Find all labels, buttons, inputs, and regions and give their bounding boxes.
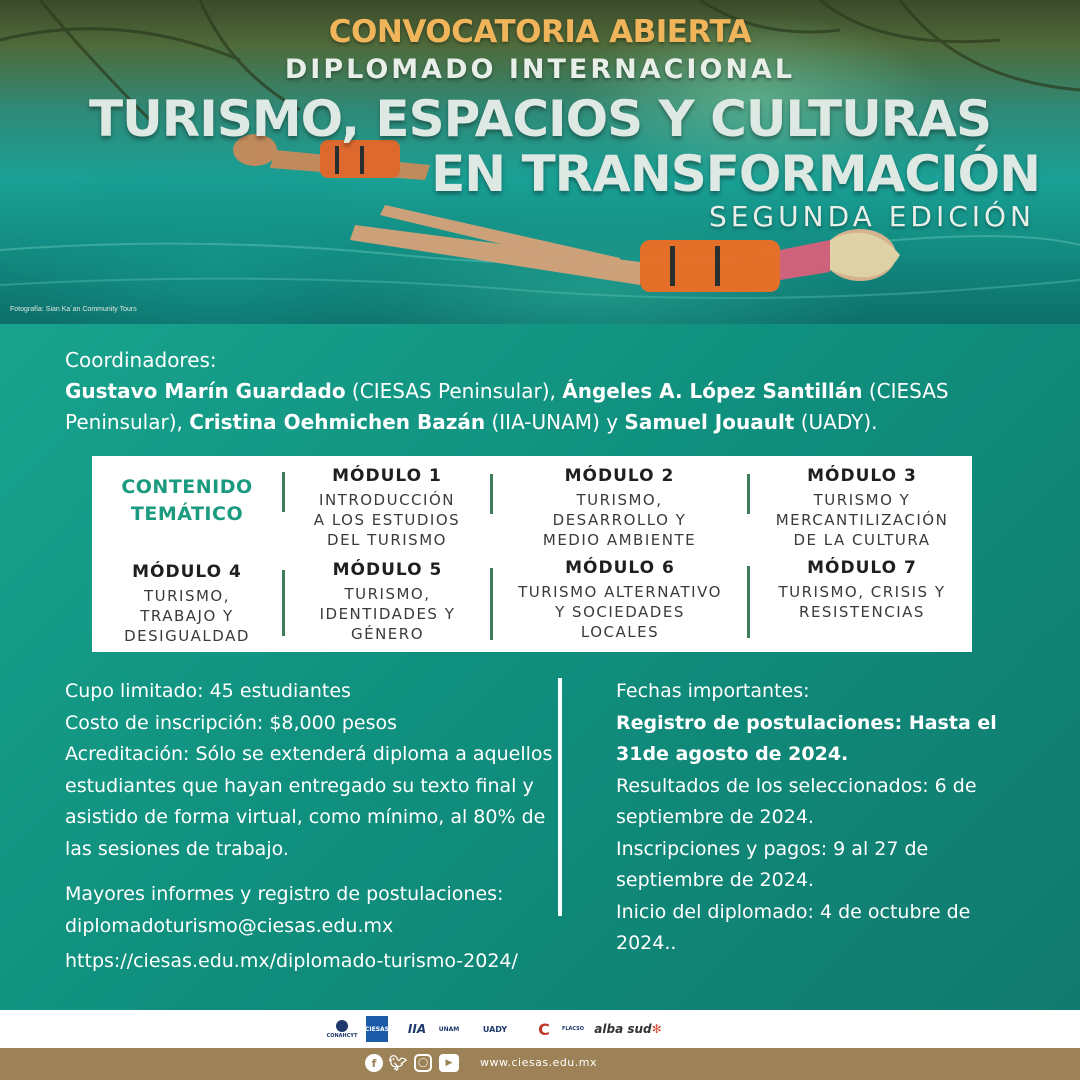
module-title: MÓDULO 4 bbox=[132, 562, 242, 582]
alba-sud-logo: alba sud ✻ bbox=[594, 1022, 662, 1036]
module-line: TURISMO, bbox=[143, 587, 231, 605]
conahcyt-emblem bbox=[335, 1019, 349, 1033]
info-text: Mayores informes y registro de postulaciones: bbox=[65, 883, 504, 905]
column-divider bbox=[558, 678, 562, 916]
divider bbox=[747, 566, 750, 638]
coordinators-label: Coordinadores: bbox=[65, 348, 217, 372]
coordinators bbox=[65, 345, 1025, 438]
module-line: TRABAJO Y bbox=[140, 607, 234, 625]
logo-label: UNAM bbox=[438, 1025, 460, 1033]
module-description bbox=[757, 490, 967, 550]
module-2 bbox=[502, 466, 737, 550]
divider bbox=[747, 474, 750, 514]
module-title: MÓDULO 3 bbox=[807, 466, 917, 486]
module-title: MÓDULO 1 bbox=[332, 466, 442, 486]
module-line: A LOS ESTUDIOS bbox=[313, 511, 461, 529]
module-line: TURISMO, CRISIS Y bbox=[778, 583, 946, 601]
module-description bbox=[102, 586, 272, 646]
module-line: RESISTENCIAS bbox=[799, 603, 925, 621]
coordinator-affiliation: (UADY). bbox=[794, 410, 878, 434]
details-column bbox=[65, 676, 555, 978]
logo-label: FLACSO bbox=[561, 1026, 585, 1032]
c-logo bbox=[532, 1016, 556, 1042]
module-line: LOCALES bbox=[580, 623, 660, 641]
logo-label: alba sud bbox=[594, 1022, 652, 1036]
module-line: MEDIO AMBIENTE bbox=[542, 531, 697, 549]
twitter-icon[interactable]: 🐦︎ bbox=[388, 1054, 408, 1072]
youtube-icon[interactable]: ▶ bbox=[439, 1054, 459, 1072]
module-line: GÉNERO bbox=[350, 625, 425, 643]
ciesas-logo bbox=[366, 1016, 388, 1042]
module-line: TURISMO, bbox=[576, 491, 663, 509]
title-line-2: EN TRANSFORMACIÓN bbox=[431, 145, 1040, 203]
logo-label: IIA bbox=[407, 1022, 427, 1036]
module-3 bbox=[757, 466, 967, 550]
module-description bbox=[295, 584, 480, 644]
module-line: TURISMO, bbox=[344, 585, 431, 603]
uady-logo bbox=[470, 1016, 520, 1042]
start-date: Inicio del diplomado: 4 de octubre de 2024.. bbox=[616, 900, 971, 954]
iia-logo bbox=[404, 1016, 430, 1042]
unam-logo bbox=[438, 1016, 460, 1042]
module-7 bbox=[757, 558, 967, 622]
module-4 bbox=[102, 562, 272, 646]
accreditation-text: Acreditación: Sólo se extenderá diploma a aquellos estudiantes que hayan entregado su texto final y asistido de forma virtual, como mínimo, al 80% de las sesiones de trabajo. bbox=[65, 743, 553, 860]
coordinator-name: Cristina Oehmichen Bazán bbox=[189, 410, 486, 434]
modules-table bbox=[92, 456, 972, 652]
module-line: TURISMO Y bbox=[813, 491, 911, 509]
photo-credit: Fotografía: Sian Ka´an Community Tours bbox=[10, 306, 137, 313]
divider bbox=[490, 474, 493, 514]
module-description bbox=[500, 582, 740, 642]
module-line: IDENTIDADES Y bbox=[319, 605, 456, 623]
module-line: DESIGUALDAD bbox=[124, 627, 250, 645]
coordinator-affiliation: (IIA-UNAM) y bbox=[485, 410, 625, 434]
divider bbox=[282, 570, 285, 636]
module-line: DESARROLLO Y bbox=[552, 511, 687, 529]
cost-text: Costo de inscripción: $8,000 pesos bbox=[65, 711, 398, 734]
coordinator-name: Ángeles A. López Santillán bbox=[562, 379, 863, 403]
module-6 bbox=[500, 558, 740, 642]
website-link[interactable]: https://ciesas.edu.mx/diplomado-turismo-2024/ bbox=[65, 950, 518, 972]
diploma-heading: DIPLOMADO INTERNACIONAL bbox=[284, 54, 796, 85]
registration-deadline: Registro de postulaciones: Hasta el 31de agosto de 2024. bbox=[616, 711, 997, 765]
facebook-icon[interactable]: f bbox=[365, 1054, 383, 1072]
flacso-logo bbox=[562, 1016, 584, 1042]
divider bbox=[490, 568, 493, 640]
module-5 bbox=[295, 560, 480, 644]
module-line: TURISMO ALTERNATIVO bbox=[518, 583, 722, 601]
conahcyt-logo bbox=[325, 1016, 359, 1042]
coordinator-name: Samuel Jouault bbox=[624, 410, 795, 434]
module-title: MÓDULO 2 bbox=[564, 466, 675, 486]
module-title: MÓDULO 6 bbox=[565, 558, 675, 578]
module-title: MÓDULO 5 bbox=[332, 560, 443, 580]
hero-banner bbox=[0, 0, 1080, 324]
dates-column bbox=[616, 676, 1036, 960]
module-line: Y SOCIEDADES bbox=[555, 603, 685, 621]
logo-label: CIESAS bbox=[364, 1025, 390, 1033]
title-line-1: TURISMO, ESPACIOS Y CULTURAS bbox=[89, 90, 991, 148]
results-date: Resultados de los seleccionados: 6 de septiembre de 2024. bbox=[616, 774, 977, 828]
module-line: DE LA CULTURA bbox=[793, 531, 931, 549]
logo-label: C bbox=[538, 1019, 550, 1039]
modules-heading bbox=[92, 474, 282, 528]
footer-bar bbox=[0, 1048, 1080, 1080]
coordinators-list bbox=[65, 376, 1025, 438]
edition-label: SEGUNDA EDICIÓN bbox=[708, 200, 1035, 233]
partner-logos bbox=[0, 1010, 1080, 1048]
module-line: INTRODUCCIÓN bbox=[319, 491, 455, 509]
email-link[interactable]: diplomadoturismo@ciesas.edu.mx bbox=[65, 914, 394, 937]
logo-label: CONAHCYT bbox=[326, 1033, 358, 1039]
call-heading: CONVOCATORIA ABIERTA bbox=[328, 14, 752, 50]
enrollment-date: Inscripciones y pagos: 9 al 27 de septiembre de 2024. bbox=[616, 837, 929, 891]
modules-heading-line-1: CONTENIDO bbox=[121, 476, 253, 498]
module-line: DEL TURISMO bbox=[327, 531, 447, 549]
coordinator-affiliation: (CIESAS Peninsular), bbox=[345, 379, 563, 403]
module-description bbox=[297, 490, 477, 550]
instagram-icon[interactable]: ◯ bbox=[414, 1054, 432, 1072]
capacity-text: Cupo limitado: 45 estudiantes bbox=[65, 680, 351, 702]
footer-website[interactable]: www.ciesas.edu.mx bbox=[480, 1056, 597, 1069]
module-1 bbox=[297, 466, 477, 550]
module-description bbox=[757, 582, 967, 622]
divider bbox=[282, 472, 285, 512]
dates-label: Fechas importantes: bbox=[616, 680, 810, 702]
modules-heading-line-2: TEMÁTICO bbox=[130, 503, 244, 525]
coordinator-name: Gustavo Marín Guardado bbox=[65, 379, 346, 403]
module-title: MÓDULO 7 bbox=[807, 558, 917, 578]
module-line: MERCANTILIZACIÓN bbox=[775, 511, 949, 529]
coordinator-affiliation: (CIESAS Peninsular), bbox=[65, 379, 949, 434]
module-description bbox=[502, 490, 737, 550]
logo-label: UADY bbox=[482, 1024, 508, 1034]
